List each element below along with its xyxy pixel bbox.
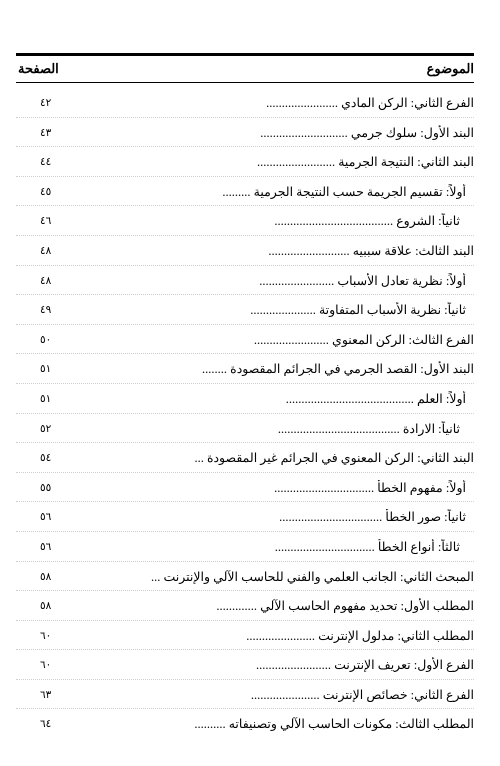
toc-entry-title: [92, 302, 466, 318]
toc-entry-text: المطلب الأول: تحديد مفهوم الحاسب الآلي: [257, 599, 474, 614]
toc-entry[interactable]: [16, 88, 474, 118]
toc-entry-title: [92, 184, 466, 200]
toc-leader-dots: .........................: [256, 155, 336, 170]
toc-leader-dots: ..........................: [268, 243, 350, 258]
toc-entry-text: البند الثالث: علاقة سببيه: [349, 243, 474, 258]
toc-entry-text: ثانياً: نظرية الأسباب المتفاوتة: [315, 303, 466, 318]
toc-page-number: ٥٢: [40, 422, 52, 435]
toc-leader-dots: .......................................: [277, 421, 400, 436]
toc-entry[interactable]: [16, 502, 474, 532]
toc-leader-dots: ......................................: [274, 214, 394, 229]
toc-entry-text: ثانياً: صور الخطأ: [382, 510, 466, 525]
toc-entry[interactable]: [16, 650, 474, 680]
toc-entry-text: المطلب الثالث: مكونات الحاسب الآلي وتصنيفاته: [225, 717, 474, 732]
toc-entry-text: المبحث الثاني: الجانب العلمي والفني للحاسب الآلي والإنترنت: [160, 569, 474, 584]
header-top-rule: [16, 53, 474, 56]
toc-entry-title: [92, 154, 474, 170]
toc-entry-text: البند الثاني: الركن المعنوي في الجرائم غير المقصودة: [203, 451, 474, 466]
toc-entry[interactable]: [16, 354, 474, 384]
toc-leader-dots: .........: [222, 184, 251, 199]
toc-page-number: ٤٣: [40, 126, 52, 139]
toc-entry-title: [92, 539, 460, 555]
toc-page-number: ٥٨: [40, 570, 52, 583]
toc-leader-dots: ......................: [246, 628, 315, 643]
toc-entry-text: الفرع الأول: تعريف الإنترنت: [331, 658, 474, 673]
toc-leader-dots: ........................: [253, 332, 329, 347]
toc-entry[interactable]: [16, 325, 474, 355]
toc-entry-title: [92, 391, 466, 407]
toc-entry-text: ثالثاً: أنواع الخطأ: [374, 539, 460, 554]
toc-entry-title: [92, 569, 474, 585]
toc-page-number: ٦٠: [40, 659, 52, 672]
toc-entry-title: [92, 598, 474, 614]
toc-leader-dots: ................................: [274, 480, 375, 495]
toc-entry[interactable]: [16, 473, 474, 503]
page-column-heading: الصفحة: [18, 62, 59, 77]
toc-page-number: ٤٦: [40, 215, 52, 228]
toc-entry-text: المطلب الثاني: مدلول الإنترنت: [314, 628, 474, 643]
toc-entry-text: ثانياً: الشروع: [393, 214, 460, 229]
toc-entry[interactable]: [16, 621, 474, 651]
toc-leader-dots: ................................: [274, 539, 375, 554]
toc-entry-text: الفرع الثالث: الركن المعنوي: [328, 332, 474, 347]
toc-leader-dots: .......................: [266, 96, 338, 110]
toc-entry-title: [92, 450, 474, 466]
toc-leader-dots: ...: [194, 451, 204, 466]
toc-entry-text: أولاً: نظرية تعادل الأسباب: [334, 273, 466, 288]
toc-leader-dots: ........................: [256, 658, 332, 673]
toc-entry-title: [92, 628, 474, 644]
toc-entry-title: [92, 125, 474, 141]
toc-leader-dots: ...: [150, 569, 161, 584]
toc-entry-title: [92, 361, 474, 377]
toc-entry[interactable]: [16, 206, 474, 236]
toc-entry[interactable]: [16, 295, 474, 325]
toc-page-number: ٦٠: [40, 629, 52, 642]
toc-entry-text: البند الأول: سلوك جرمي: [347, 125, 474, 140]
toc-page-number: ٤٨: [40, 244, 52, 257]
toc-list: [16, 88, 474, 738]
toc-entry[interactable]: [16, 177, 474, 207]
toc-entry[interactable]: [16, 266, 474, 296]
toc-entry[interactable]: [16, 118, 474, 148]
toc-leader-dots: ........: [202, 362, 228, 377]
toc-header: [16, 46, 474, 86]
toc-entry-title: [92, 95, 474, 111]
toc-page-number: ٥١: [40, 363, 52, 376]
toc-leader-dots: ............................: [260, 125, 348, 140]
toc-entry-text: البند الأول: القصد الجرمي في الجرائم المقصودة: [227, 362, 474, 377]
toc-leader-dots: .............: [216, 599, 258, 614]
toc-page-number: ٥٨: [40, 600, 52, 613]
topic-column-heading: الموضوع: [426, 62, 474, 77]
toc-entry-title: [92, 421, 460, 437]
toc-entry-title: [92, 716, 474, 732]
toc-page-number: ٥١: [40, 392, 52, 405]
toc-entry[interactable]: [16, 414, 474, 444]
toc-entry[interactable]: [16, 709, 474, 738]
toc-page-number: ٥٠: [40, 333, 52, 346]
toc-leader-dots: .........................................: [285, 391, 414, 406]
toc-entry-text: أولاً: العلم: [413, 391, 466, 406]
toc-leader-dots: ......................: [250, 687, 320, 702]
toc-entry[interactable]: [16, 147, 474, 177]
toc-entry-title: [92, 243, 474, 259]
toc-page-number: ٤٥: [40, 185, 52, 198]
toc-leader-dots: .....................: [250, 303, 316, 318]
toc-entry-title: [92, 332, 474, 348]
toc-page-number: ٤٩: [40, 304, 52, 317]
toc-page-number: ٥٦: [40, 511, 52, 524]
toc-entry-text: أولاً: مفهوم الخطأ: [374, 480, 466, 495]
toc-leader-dots: ..........: [194, 717, 226, 732]
toc-page-number: ٤٨: [40, 274, 52, 287]
toc-page-number: ٤٢: [40, 97, 52, 109]
toc-leader-dots: .................................: [279, 510, 383, 525]
toc-entry[interactable]: [16, 680, 474, 710]
toc-page-number: ٥٥: [40, 481, 52, 494]
toc-entry[interactable]: [16, 562, 474, 592]
toc-page-number: ٦٣: [40, 688, 52, 701]
toc-page-number: ٦٤: [40, 718, 52, 731]
toc-entry-text: الفرع الثاني: الركن المادي: [337, 96, 474, 110]
toc-entry-title: [92, 480, 466, 496]
toc-entry-title: [92, 273, 466, 289]
toc-entry-text: الفرع الثاني: خصائص الإنترنت: [319, 687, 474, 702]
toc-entry[interactable]: [16, 532, 474, 562]
toc-entry-text: أولاً: تقسيم الجريمة حسب النتيجة الجرمية: [250, 184, 466, 199]
toc-entry-title: [92, 657, 474, 673]
toc-entry-title: [92, 509, 466, 525]
toc-entry[interactable]: [16, 591, 474, 621]
toc-page-number: ٥٦: [40, 540, 52, 553]
toc-entry[interactable]: [16, 384, 474, 414]
toc-entry-title: [92, 687, 474, 703]
toc-entry-text: ثانياً: الارادة: [399, 421, 460, 436]
toc-entry[interactable]: [16, 443, 474, 473]
toc-page-number: ٤٤: [40, 156, 52, 169]
header-bottom-rule: [16, 82, 474, 83]
toc-entry-title: [92, 213, 460, 229]
toc-entry-text: البند الثاني: النتيجة الجرمية: [335, 155, 474, 170]
toc-leader-dots: ........................: [259, 273, 335, 288]
toc-page-number: ٥٤: [40, 452, 52, 465]
toc-entry[interactable]: [16, 236, 474, 266]
